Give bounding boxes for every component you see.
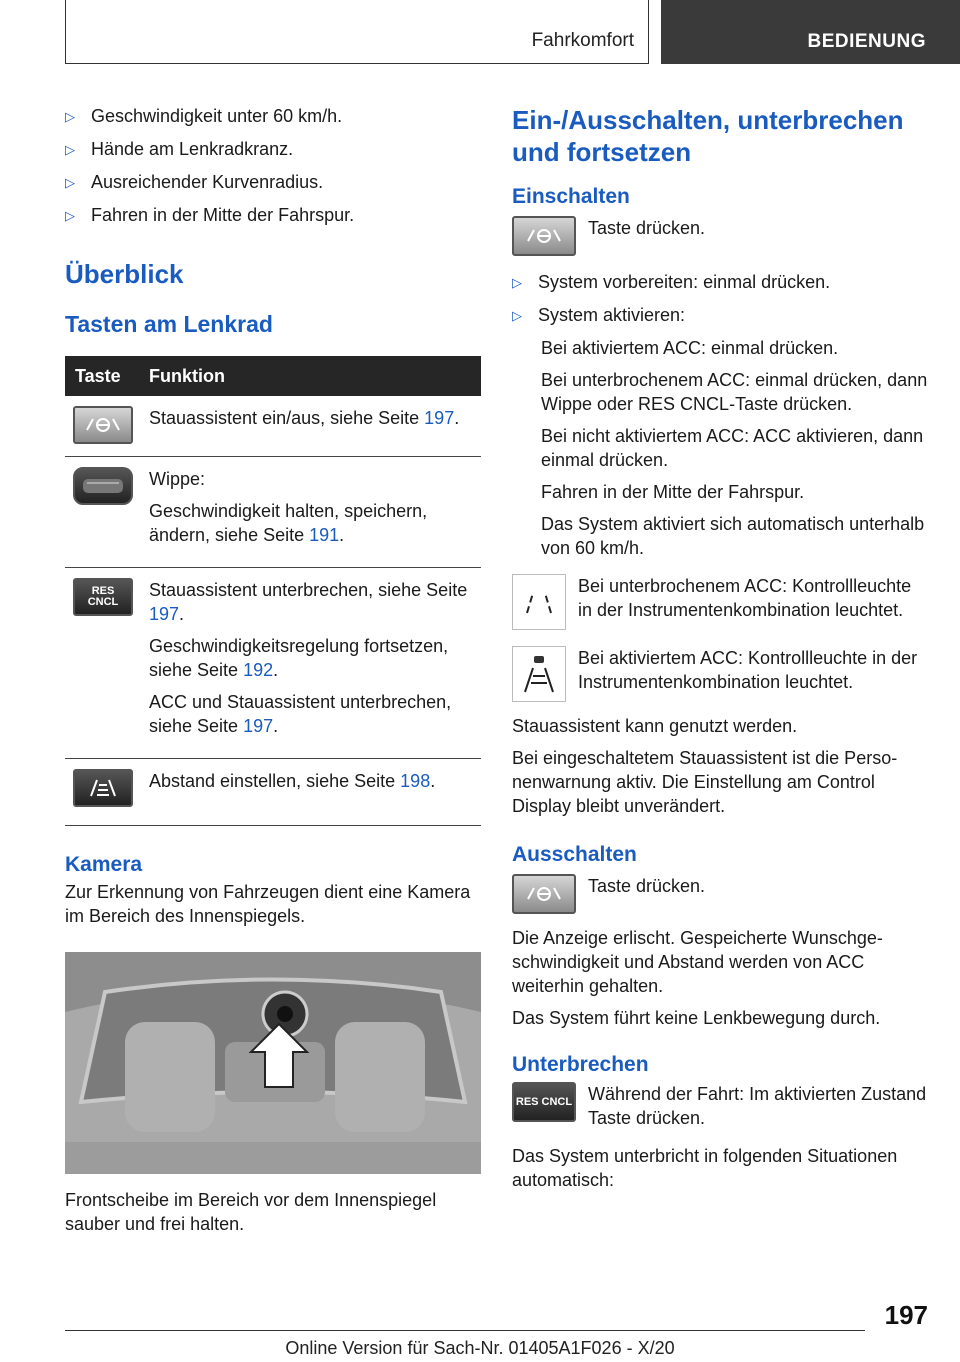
keys-table bbox=[65, 356, 481, 826]
footer-text: Online Version für Sach-Nr. 01405A1F026 - X/20 bbox=[285, 1338, 675, 1358]
res-cncl-key-icon: RES CNCL bbox=[73, 578, 133, 616]
page-link[interactable]: 191 bbox=[309, 525, 340, 545]
page-link[interactable]: 197 bbox=[243, 716, 274, 736]
activation-details: Bei aktiviertem ACC: einmal drücken. Bei unterbrochenem ACC: einmal drücken, dann Wippe oder RES CNCL-Taste drücken. Bei nicht aktiviertem ACC: ACC aktivieren, dann einmal drücken. Fahren in der Mitte der Fahrspur. Das System aktiviert sich automatisch unterhalb von 60 km/h. bbox=[541, 338, 928, 558]
header-chapter-label: BEDIENUNG bbox=[807, 31, 926, 52]
footer-divider bbox=[65, 1330, 865, 1331]
indicator-row: Bei aktiviertem ACC: Kontrollleuchte in der Instrumentenkombination leuchtet. bbox=[512, 646, 928, 702]
table-row: Abstand einstellen, siehe Seite 198. bbox=[65, 759, 481, 826]
switch-off-row: Taste drücken. bbox=[512, 874, 928, 914]
steering-assist-key-icon bbox=[512, 874, 576, 914]
heading-switch-on: Einschalten bbox=[512, 185, 630, 208]
header-chapter-tab bbox=[661, 0, 960, 64]
list-item: ▷ Hände am Lenkradkranz. bbox=[65, 137, 481, 162]
table-header: Taste Funktion bbox=[65, 356, 481, 396]
page-link[interactable]: 197 bbox=[424, 408, 455, 428]
triangle-bullet-icon: ▷ bbox=[512, 308, 522, 323]
heading-interrupt: Unterbrechen bbox=[512, 1053, 649, 1076]
heading-steering-keys: Tasten am Lenkrad bbox=[65, 311, 273, 337]
indicator-row: Bei unterbrochenem ACC: Kontrollleuchte in der Instrumentenkombination leuchtet. bbox=[512, 574, 928, 630]
distance-key-icon bbox=[73, 769, 133, 807]
table-row: Wippe: Geschwindigkeit halten, speichern, ändern, siehe Seite 191. bbox=[65, 457, 481, 568]
heading-camera: Kamera bbox=[65, 853, 143, 876]
table-row: RES CNCL Stauassistent unterbrechen, siehe Seite 197. Geschwindigkeitsregelung fortsetzen, siehe Seite 192. ACC und Stauassistent unterbrechen, siehe Seite 197. bbox=[65, 568, 481, 759]
page-number: 197 bbox=[884, 1300, 928, 1330]
steering-lamp-on-icon bbox=[512, 646, 566, 702]
page-link[interactable]: 198 bbox=[400, 771, 431, 791]
page-link[interactable]: 192 bbox=[243, 660, 274, 680]
steering-assist-key-icon bbox=[73, 406, 133, 444]
steering-assist-key-icon bbox=[512, 216, 576, 256]
heading-switch-off: Ausschalten bbox=[512, 843, 637, 866]
list-item: ▷ Ausreichender Kurvenradius. bbox=[65, 170, 481, 195]
triangle-bullet-icon: ▷ bbox=[65, 109, 75, 124]
triangle-bullet-icon: ▷ bbox=[65, 175, 75, 190]
camera-caption: Frontscheibe im Bereich vor dem Innenspiegel sauber und frei halten. bbox=[65, 1190, 437, 1234]
rocker-switch-icon bbox=[73, 467, 133, 505]
list-item: ▷ Fahren in der Mitte der Fahrspur. bbox=[65, 203, 481, 228]
interrupt-row: RES CNCL Während der Fahrt: Im aktivierten Zustand Taste drücken. bbox=[512, 1082, 928, 1130]
triangle-bullet-icon: ▷ bbox=[65, 142, 75, 157]
triangle-bullet-icon: ▷ bbox=[65, 208, 75, 223]
list-item: ▷ Geschwindigkeit unter 60 km/h. bbox=[65, 104, 481, 129]
header-section-title: Fahrkomfort bbox=[531, 30, 634, 51]
camera-text: Zur Erkennung von Fahrzeugen dient eine Kamera im Bereich des Innenspiegels. bbox=[65, 882, 471, 926]
left-column bbox=[65, 104, 481, 1236]
list-item: ▷ System aktivieren: bbox=[512, 303, 928, 328]
right-column: Ein-/Ausschalten, unterbrechen und fortsetzen Einschalten Taste drücken. ▷ System vorbereiten: einmal drücken. ▷ System aktivieren: Bei aktiviertem ACC: einmal drücken. Bei unterbrochenem ACC: einmal drücken, dann Wippe oder RES CNCL-Taste drücken. Bei nicht aktiviertem ACC: ACC aktivieren, dann einmal drücken. Fahren in der Mitte der Fahrspur. Das System aktiviert sich automatisch unterhalb von 60 km/h. Bei unterbrochenem ACC: Kontrollleuchte in der Instrumentenkombination leuchtet. Bei aktiviertem ACC: Kontrollleuchte in der Instrumentenkombination leuchtet. Stauassistent kann genutzt werden. Bei eingeschaltetem Stauassistent ist die Personenwarnung aktiv. Die Einstellung am Control Display bleibt unverändert. Ausschalten Taste drücken. Die Anzeige erlischt. Gespeicherte Wunschgeschwindigkeit und Abstand werden von ACC weiterhin gehalten. Das System führt keine Lenkbewegung durch. Unterbrechen RES CNCL Während der Fahrt: Im aktivierten Zustand Taste drücken. Das System unterbricht in folgenden Situationen automatisch: bbox=[512, 105, 928, 1190]
table-row: Stauassistent ein/aus, siehe Seite 197. bbox=[65, 396, 481, 457]
res-cncl-key-icon: RES CNCL bbox=[512, 1082, 576, 1122]
triangle-bullet-icon: ▷ bbox=[512, 275, 522, 290]
list-item: ▷ System vorbereiten: einmal drücken. bbox=[512, 270, 928, 295]
heading-overview: Überblick bbox=[65, 259, 184, 289]
heading-on-off: Ein-/Ausschalten, unterbrechen und fortsetzen bbox=[512, 105, 904, 167]
switch-on-row: Taste drücken. bbox=[512, 216, 928, 256]
camera-photo bbox=[65, 952, 481, 1174]
page-link[interactable]: 197 bbox=[149, 604, 180, 624]
steering-lamp-off-icon bbox=[512, 574, 566, 630]
